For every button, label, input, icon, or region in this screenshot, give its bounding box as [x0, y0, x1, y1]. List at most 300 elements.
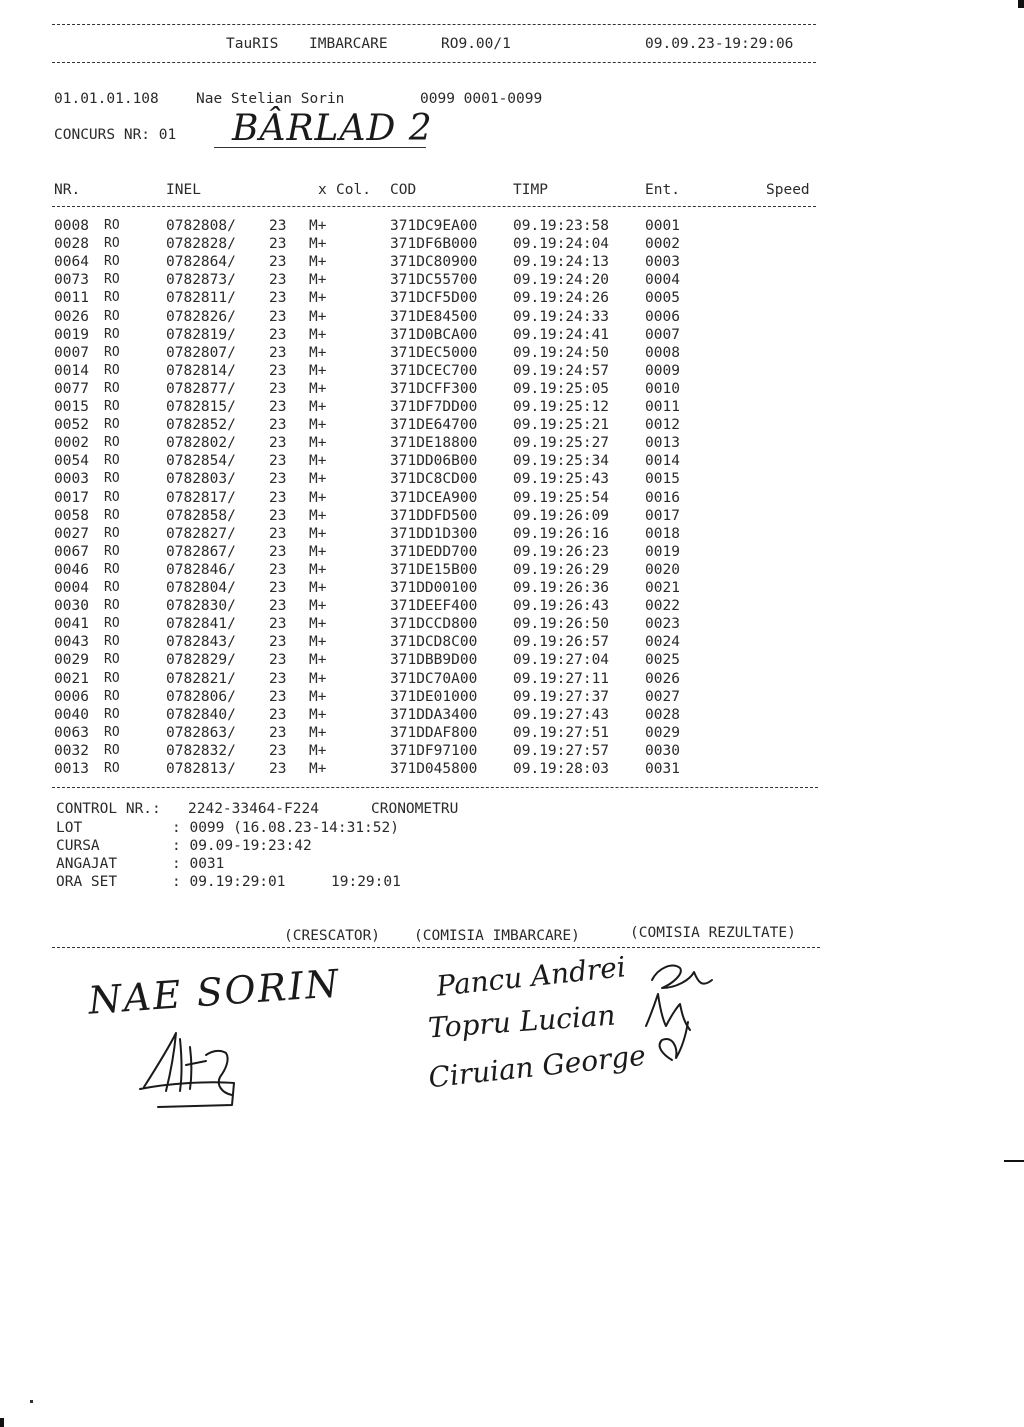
table-row — [0, 707, 1024, 725]
cell-inel: 0782840/ — [166, 706, 236, 723]
cell-year: 23 — [269, 525, 287, 542]
header-module: IMBARCARE — [309, 36, 388, 52]
cell-ent: 0028 — [645, 706, 680, 723]
cell-ent: 0018 — [645, 525, 680, 542]
cell-timp: 09.19:27:57 — [513, 742, 610, 759]
cell-inel: 0782807/ — [166, 344, 236, 361]
cell-country: RO — [104, 290, 120, 306]
cell-ent: 0015 — [645, 471, 680, 488]
cell-inel: 0782813/ — [166, 761, 236, 777]
table-row — [0, 562, 1024, 580]
cell-year: 23 — [269, 362, 287, 379]
cell-inel: 0782826/ — [166, 308, 236, 325]
cell-cod: 371DE01000 — [390, 688, 478, 705]
cell-timp: 09.19:26:50 — [513, 616, 610, 633]
cell-col: M+ — [309, 742, 327, 759]
cell-ent: 0004 — [645, 272, 680, 289]
cell-inel: 0782852/ — [166, 417, 236, 434]
table-row — [0, 363, 1024, 381]
cell-year: 23 — [269, 399, 287, 415]
caption-comisia-rezultate: (COMISIA REZULTATE) — [630, 925, 796, 941]
cell-col: M+ — [309, 489, 327, 506]
cell-cod: 371DE18800 — [390, 435, 478, 452]
angajat-value: : 0031 — [172, 856, 225, 872]
cell-cod: 371DDFD500 — [390, 507, 478, 524]
cell-cod: 371DE15B00 — [390, 561, 478, 578]
cell-inel: 0782864/ — [166, 254, 236, 271]
cell-country: RO — [104, 344, 120, 360]
cell-col: M+ — [309, 525, 327, 542]
cell-nr: 0040 — [54, 706, 89, 723]
cell-cod: 371DC80900 — [390, 254, 478, 271]
table-row — [0, 544, 1024, 562]
cell-country: RO — [104, 598, 120, 614]
cell-country: RO — [104, 670, 120, 686]
owner-lot-range: 0099 0001-0099 — [420, 91, 543, 107]
cell-country: RO — [104, 634, 120, 650]
cell-year: 23 — [269, 543, 287, 560]
cell-inel: 0782832/ — [166, 742, 236, 759]
cell-nr: 0067 — [54, 543, 89, 560]
col-header-cod: COD — [390, 182, 417, 198]
concurs-label: CONCURS NR: 01 — [54, 127, 177, 143]
cell-ent: 0008 — [645, 344, 680, 361]
table-row — [0, 290, 1024, 308]
cell-year: 23 — [269, 417, 287, 434]
cell-timp: 09.19:25:43 — [513, 471, 610, 488]
cell-cod: 371D0BCA00 — [390, 326, 478, 343]
col-header-speed: Speed — [766, 182, 810, 198]
cell-ent: 0005 — [645, 290, 680, 307]
cell-nr: 0015 — [54, 399, 89, 415]
cell-year: 23 — [269, 706, 287, 723]
cell-year: 23 — [269, 507, 287, 524]
cell-timp: 09.19:27:51 — [513, 724, 610, 741]
cell-nr: 0063 — [54, 724, 89, 741]
table-row — [0, 254, 1024, 272]
cell-cod: 371DCD8C00 — [390, 634, 478, 651]
cell-cod: 371DC55700 — [390, 272, 478, 289]
table-row — [0, 381, 1024, 399]
signature-rule — [52, 947, 820, 948]
cell-col: M+ — [309, 272, 327, 289]
cell-country: RO — [104, 724, 120, 740]
cell-country: RO — [104, 380, 120, 396]
cell-cod: 371DEEF400 — [390, 598, 478, 615]
cell-country: RO — [104, 489, 120, 505]
cell-ent: 0020 — [645, 561, 680, 578]
cell-timp: 09.19:26:36 — [513, 580, 610, 596]
col-header-x: x — [318, 182, 327, 198]
cell-col: M+ — [309, 254, 327, 271]
commission-signature — [632, 950, 722, 1080]
cell-timp: 09.19:27:11 — [513, 670, 610, 687]
cell-nr: 0007 — [54, 344, 89, 361]
table-row — [0, 327, 1024, 345]
cell-col: M+ — [309, 507, 327, 524]
cell-ent: 0031 — [645, 761, 680, 777]
cell-country: RO — [104, 435, 120, 451]
cell-timp: 09.19:25:12 — [513, 399, 610, 415]
cell-ent: 0009 — [645, 362, 680, 379]
table-row — [0, 526, 1024, 544]
cursa-label: CURSA — [56, 838, 100, 854]
cell-country: RO — [104, 652, 120, 668]
cell-ent: 0013 — [645, 435, 680, 452]
cell-cod: 371DE64700 — [390, 417, 478, 434]
cell-inel: 0782815/ — [166, 399, 236, 415]
handwritten-commission-1: Pancu Andrei — [434, 950, 628, 1003]
cell-year: 23 — [269, 688, 287, 705]
cell-nr: 0026 — [54, 308, 89, 325]
cell-country: RO — [104, 761, 120, 776]
cell-ent: 0025 — [645, 652, 680, 669]
cell-year: 23 — [269, 616, 287, 633]
cell-nr: 0052 — [54, 417, 89, 434]
table-row — [0, 616, 1024, 634]
cell-inel: 0782808/ — [166, 218, 236, 234]
cell-country: RO — [104, 308, 120, 324]
cell-ent: 0007 — [645, 326, 680, 343]
concurs-handwritten-place: BÂRLAD 2 — [232, 108, 433, 149]
cell-inel: 0782802/ — [166, 435, 236, 452]
ora-set-label: ORA SET — [56, 874, 118, 890]
cell-nr: 0013 — [54, 761, 89, 777]
cell-country: RO — [104, 326, 120, 342]
cell-year: 23 — [269, 724, 287, 741]
cell-inel: 0782873/ — [166, 272, 236, 289]
cell-year: 23 — [269, 308, 287, 325]
table-row — [0, 725, 1024, 743]
cell-country: RO — [104, 525, 120, 541]
cell-year: 23 — [269, 290, 287, 307]
table-row — [0, 508, 1024, 526]
cell-inel: 0782867/ — [166, 543, 236, 560]
cell-timp: 09.19:24:20 — [513, 272, 610, 289]
cell-col: M+ — [309, 670, 327, 687]
cell-inel: 0782811/ — [166, 290, 236, 307]
cell-country: RO — [104, 218, 120, 233]
cell-timp: 09.19:25:27 — [513, 435, 610, 452]
cell-cod: 371DF6B000 — [390, 236, 478, 253]
cell-country: RO — [104, 417, 120, 433]
cell-ent: 0027 — [645, 688, 680, 705]
control-value: 2242-33464-F224 — [188, 801, 319, 817]
cell-ent: 0026 — [645, 670, 680, 687]
cell-col: M+ — [309, 688, 327, 705]
cell-year: 23 — [269, 580, 287, 596]
cell-nr: 0073 — [54, 272, 89, 289]
cell-country: RO — [104, 254, 120, 270]
cell-cod: 371DD06B00 — [390, 453, 478, 470]
cell-inel: 0782830/ — [166, 598, 236, 615]
cell-inel: 0782854/ — [166, 453, 236, 470]
cell-inel: 0782814/ — [166, 362, 236, 379]
cell-country: RO — [104, 471, 120, 487]
cell-ent: 0012 — [645, 417, 680, 434]
cell-cod: 371D045800 — [390, 761, 478, 777]
cell-year: 23 — [269, 236, 287, 253]
cell-col: M+ — [309, 724, 327, 741]
cell-col: M+ — [309, 236, 327, 253]
cell-col: M+ — [309, 290, 327, 307]
cell-cod: 371DBB9D00 — [390, 652, 478, 669]
cell-timp: 09.19:24:33 — [513, 308, 610, 325]
cell-col: M+ — [309, 761, 327, 777]
table-row — [0, 435, 1024, 453]
cell-inel: 0782821/ — [166, 670, 236, 687]
cell-cod: 371DC9EA00 — [390, 218, 478, 234]
table-row — [0, 471, 1024, 489]
cell-col: M+ — [309, 380, 327, 397]
owner-signature — [130, 1025, 260, 1115]
lot-value: : 0099 (16.08.23-14:31:52) — [172, 820, 399, 836]
cell-cod: 371DC8CD00 — [390, 471, 478, 488]
cell-timp: 09.19:24:04 — [513, 236, 610, 253]
cell-nr: 0029 — [54, 652, 89, 669]
ora-set-time: 19:29:01 — [331, 874, 401, 890]
cell-timp: 09.19:26:23 — [513, 543, 610, 560]
cell-year: 23 — [269, 634, 287, 651]
table-row — [0, 309, 1024, 327]
cell-inel: 0782828/ — [166, 236, 236, 253]
cell-inel: 0782804/ — [166, 580, 236, 596]
cell-nr: 0008 — [54, 218, 89, 234]
cell-country: RO — [104, 580, 120, 595]
cell-timp: 09.19:24:26 — [513, 290, 610, 307]
cell-inel: 0782863/ — [166, 724, 236, 741]
cell-nr: 0077 — [54, 380, 89, 397]
cell-cod: 371DEC5000 — [390, 344, 478, 361]
control-label: CONTROL NR.: — [56, 801, 161, 817]
cell-year: 23 — [269, 435, 287, 452]
cell-year: 23 — [269, 471, 287, 488]
caption-crescator: (CRESCATOR) — [284, 928, 381, 944]
cell-timp: 09.19:24:50 — [513, 344, 610, 361]
cell-inel: 0782843/ — [166, 634, 236, 651]
cell-cod: 371DE84500 — [390, 308, 478, 325]
cell-cod: 371DCFF300 — [390, 380, 478, 397]
cell-cod: 371DCEC700 — [390, 362, 478, 379]
cell-inel: 0782829/ — [166, 652, 236, 669]
table-row — [0, 345, 1024, 363]
table-row — [0, 671, 1024, 689]
cell-year: 23 — [269, 489, 287, 506]
cell-country: RO — [104, 507, 120, 523]
cell-country: RO — [104, 236, 120, 252]
cell-timp: 09.19:25:34 — [513, 453, 610, 470]
cell-year: 23 — [269, 272, 287, 289]
cell-nr: 0041 — [54, 616, 89, 633]
cell-ent: 0030 — [645, 742, 680, 759]
cell-col: M+ — [309, 616, 327, 633]
cell-nr: 0058 — [54, 507, 89, 524]
cell-year: 23 — [269, 344, 287, 361]
cell-country: RO — [104, 399, 120, 414]
cell-nr: 0004 — [54, 580, 89, 596]
cell-year: 23 — [269, 561, 287, 578]
cell-col: M+ — [309, 308, 327, 325]
cell-inel: 0782819/ — [166, 326, 236, 343]
cell-country: RO — [104, 706, 120, 722]
cell-nr: 0032 — [54, 742, 89, 759]
cell-nr: 0017 — [54, 489, 89, 506]
col-header-ent: Ent. — [645, 182, 680, 198]
cell-ent: 0011 — [645, 399, 680, 415]
cell-col: M+ — [309, 598, 327, 615]
cell-col: M+ — [309, 344, 327, 361]
handwritten-commission-3: Ciruian George — [426, 1038, 648, 1095]
cell-nr: 0002 — [54, 435, 89, 452]
header-bottom-rule — [52, 62, 816, 63]
table-header-rule — [52, 206, 816, 207]
cell-ent: 0022 — [645, 598, 680, 615]
cell-year: 23 — [269, 380, 287, 397]
scan-mark — [0, 1418, 4, 1427]
cell-year: 23 — [269, 761, 287, 777]
col-header-timp: TIMP — [513, 182, 548, 198]
cell-timp: 09.19:27:37 — [513, 688, 610, 705]
cell-nr: 0046 — [54, 561, 89, 578]
owner-code: 01.01.01.108 — [54, 91, 159, 107]
cell-country: RO — [104, 543, 120, 559]
cell-inel: 0782817/ — [166, 489, 236, 506]
cell-cod: 371DEDD700 — [390, 543, 478, 560]
table-row — [0, 580, 1024, 598]
table-row — [0, 218, 1024, 236]
cell-country: RO — [104, 616, 120, 632]
cell-country: RO — [104, 688, 120, 704]
cell-nr: 0028 — [54, 236, 89, 253]
lot-label: LOT — [56, 820, 83, 836]
cell-timp: 09.19:25:21 — [513, 417, 610, 434]
cell-ent: 0014 — [645, 453, 680, 470]
cell-timp: 09.19:28:03 — [513, 761, 610, 777]
table-row — [0, 490, 1024, 508]
cell-inel: 0782846/ — [166, 561, 236, 578]
ora-set-value: : 09.19:29:01 — [172, 874, 286, 890]
table-row — [0, 417, 1024, 435]
cell-col: M+ — [309, 218, 327, 234]
cell-inel: 0782877/ — [166, 380, 236, 397]
cell-inel: 0782858/ — [166, 507, 236, 524]
header-version: RO9.00/1 — [441, 36, 511, 52]
scan-mark — [1004, 1160, 1024, 1162]
cell-cod: 371DD1D300 — [390, 525, 478, 542]
cell-nr: 0021 — [54, 670, 89, 687]
table-row — [0, 598, 1024, 616]
cell-col: M+ — [309, 580, 327, 596]
cell-cod: 371DC70A00 — [390, 670, 478, 687]
cell-ent: 0029 — [645, 724, 680, 741]
cell-ent: 0003 — [645, 254, 680, 271]
cell-col: M+ — [309, 652, 327, 669]
owner-name: Nae Stelian Sorin — [196, 91, 345, 107]
cell-ent: 0001 — [645, 218, 680, 234]
cell-cod: 371DCEA900 — [390, 489, 478, 506]
cell-col: M+ — [309, 453, 327, 470]
cell-cod: 371DD00100 — [390, 580, 478, 596]
table-row — [0, 689, 1024, 707]
cell-col: M+ — [309, 362, 327, 379]
cell-year: 23 — [269, 652, 287, 669]
cell-timp: 09.19:26:09 — [513, 507, 610, 524]
cursa-value: : 09.09-19:23:42 — [172, 838, 312, 854]
table-bottom-rule — [52, 787, 818, 788]
cell-country: RO — [104, 742, 120, 758]
cell-year: 23 — [269, 218, 287, 234]
concurs-underline — [214, 147, 426, 148]
cell-col: M+ — [309, 435, 327, 452]
cell-year: 23 — [269, 598, 287, 615]
cell-cod: 371DF97100 — [390, 742, 478, 759]
cell-country: RO — [104, 561, 120, 577]
cell-col: M+ — [309, 543, 327, 560]
caption-comisia-imbarcare: (COMISIA IMBARCARE) — [414, 928, 580, 944]
cell-timp: 09.19:25:54 — [513, 489, 610, 506]
cell-timp: 09.19:26:16 — [513, 525, 610, 542]
cell-col: M+ — [309, 634, 327, 651]
table-row — [0, 634, 1024, 652]
cell-country: RO — [104, 272, 120, 288]
table-row — [0, 236, 1024, 254]
cell-timp: 09.19:24:41 — [513, 326, 610, 343]
table-row — [0, 743, 1024, 761]
cell-nr: 0019 — [54, 326, 89, 343]
table-row — [0, 652, 1024, 670]
cell-ent: 0006 — [645, 308, 680, 325]
header-datetime: 09.09.23-19:29:06 — [645, 36, 794, 52]
cell-col: M+ — [309, 471, 327, 488]
cell-cod: 371DDA3400 — [390, 706, 478, 723]
cell-nr: 0003 — [54, 471, 89, 488]
cell-year: 23 — [269, 742, 287, 759]
cell-col: M+ — [309, 417, 327, 434]
cell-ent: 0017 — [645, 507, 680, 524]
cell-timp: 09.19:27:04 — [513, 652, 610, 669]
cell-inel: 0782827/ — [166, 525, 236, 542]
cell-ent: 0010 — [645, 380, 680, 397]
cell-nr: 0030 — [54, 598, 89, 615]
cell-col: M+ — [309, 561, 327, 578]
cell-timp: 09.19:27:43 — [513, 706, 610, 723]
cell-year: 23 — [269, 254, 287, 271]
cell-cod: 371DDAF800 — [390, 724, 478, 741]
cell-nr: 0054 — [54, 453, 89, 470]
cell-ent: 0024 — [645, 634, 680, 651]
cell-nr: 0027 — [54, 525, 89, 542]
table-row — [0, 761, 1024, 779]
handwritten-commission-2: Topru Lucian — [427, 998, 617, 1045]
cell-timp: 09.19:24:13 — [513, 254, 610, 271]
table-row — [0, 399, 1024, 417]
col-header-nr: NR. — [54, 182, 81, 198]
cell-ent: 0023 — [645, 616, 680, 633]
cell-ent: 0019 — [645, 543, 680, 560]
cell-timp: 09.19:26:57 — [513, 634, 610, 651]
cell-inel: 0782841/ — [166, 616, 236, 633]
angajat-label: ANGAJAT — [56, 856, 118, 872]
cell-ent: 0002 — [645, 236, 680, 253]
cell-timp: 09.19:23:58 — [513, 218, 610, 234]
cell-timp: 09.19:26:29 — [513, 561, 610, 578]
cell-cod: 371DCF5D00 — [390, 290, 478, 307]
header-top-rule — [52, 24, 816, 25]
cell-cod: 371DF7DD00 — [390, 399, 478, 415]
scan-dot — [30, 1400, 33, 1403]
cell-inel: 0782803/ — [166, 471, 236, 488]
cronometru-label: CRONOMETRU — [371, 801, 459, 817]
